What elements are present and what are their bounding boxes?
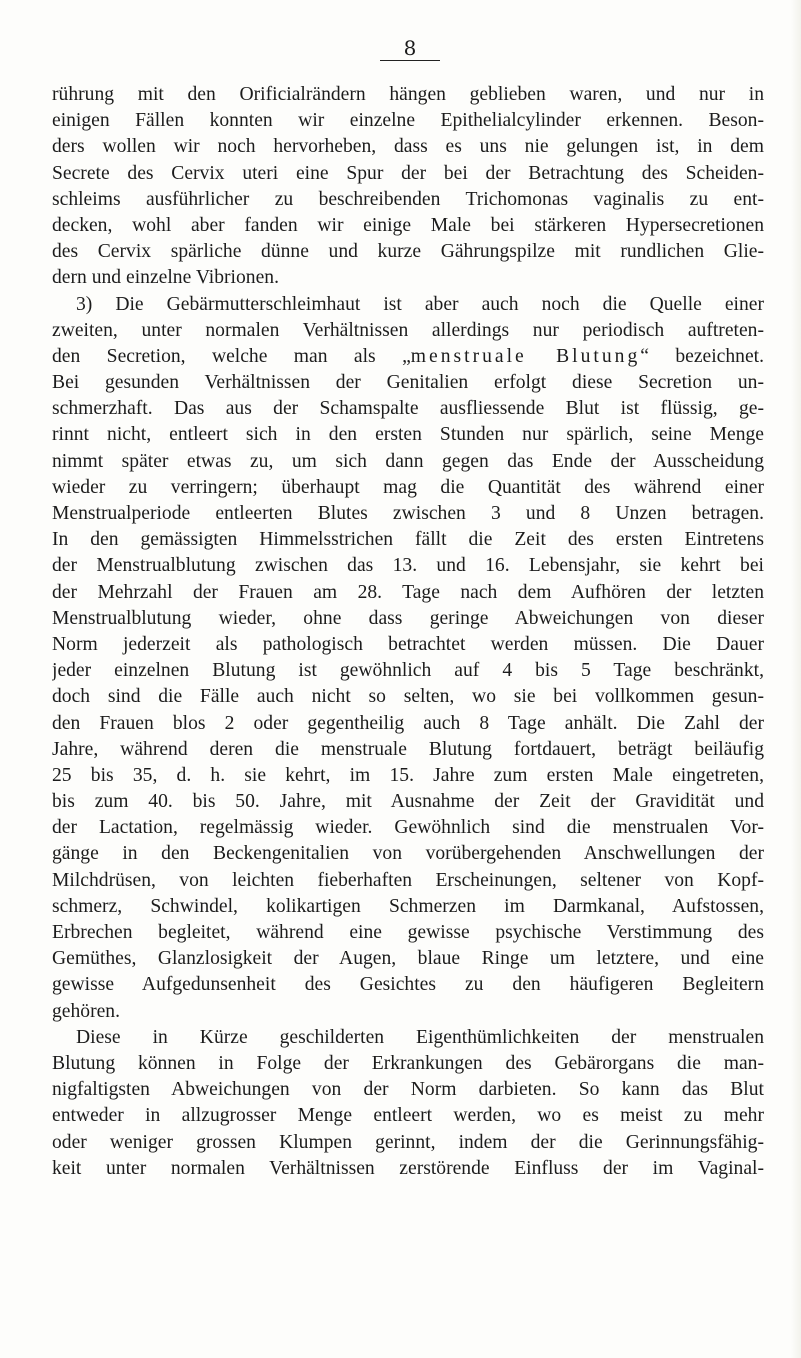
page-edge-shadow (791, 0, 801, 1358)
text-line: In den gemässigten Himmelsstrichen fällt die Zeit des ersten Eintretens (52, 529, 764, 551)
text-line: Blutung können in Folge der Erkrankungen des Gebärorgans die man- (52, 1052, 764, 1074)
text-line: nimmt später etwas zu, um sich dann gegen das Ende der Ausscheidung (52, 450, 764, 472)
text-line: Jahre, während deren die menstruale Blutung fortdauert, beträgt beiläufig (52, 738, 764, 760)
text-fragment: den Secretion, welche man als (52, 345, 403, 367)
text-line: Milchdrüsen, von leichten fieberhaften Erscheinungen, seltener von Kopf- (52, 869, 764, 891)
text-line: Menstrualperiode entleerten Blutes zwischen 3 und 8 Unzen betragen. (52, 503, 764, 524)
body-text (52, 82, 764, 1182)
text-line: rinnt nicht, entleert sich in den ersten Stunden nur spärlich, seine Menge (52, 424, 764, 446)
text-line: wieder zu verringern; überhaupt mag die Quantität des während einer (52, 476, 764, 498)
text-line: Gemüthes, Glanzlosigkeit der Augen, blaue Ringe um letztere, und eine (52, 948, 764, 970)
text-line: zweiten, unter normalen Verhältnissen allerdings nur periodisch auftreten- (52, 319, 764, 341)
text-line: Bei gesunden Verhältnissen der Genitalien erfolgt diese Secretion un- (52, 372, 764, 394)
text-line: des Cervix spärliche dünne und kurze Gährungspilze mit rundlichen Glie- (52, 241, 764, 263)
text-line: Menstrualblutung wieder, ohne dass geringe Abweichungen von dieser (52, 607, 764, 629)
text-line: decken, wohl aber fanden wir einige Male bei stärkeren Hypersecretionen (52, 214, 764, 236)
text-line: schmerzhaft. Das aus der Schamspalte ausfliessende Blut ist flüssig, ge- (52, 398, 764, 420)
text-line: der Menstrualblutung zwischen das 13. und 16. Lebensjahr, sie kehrt bei (52, 555, 764, 577)
text-line: Secrete des Cervix uteri eine Spur der bei der Betrachtung des Scheiden- (52, 162, 764, 184)
quote-close: “ (640, 345, 649, 367)
text-line: Diese in Kürze geschilderten Eigenthümlichkeiten der menstrualen (76, 1026, 764, 1048)
text-line: gänge in den Beckengenitalien von vorübergehenden Anschwellungen der (52, 843, 764, 865)
text-line: bis zum 40. bis 50. Jahre, mit Ausnahme der Zeit der Gravidität und (52, 791, 764, 813)
text-line: entweder in allzugrosser Menge entleert werden, wo es meist zu mehr (52, 1105, 764, 1127)
text-line: nigfaltigsten Abweichungen von der Norm darbieten. So kann das Blut (52, 1079, 764, 1101)
text-line: Erbrechen begleitet, während eine gewisse psychische Verstimmung des (52, 922, 764, 943)
text-line: Norm jederzeit als pathologisch betrachtet werden müssen. Die Dauer (52, 633, 764, 655)
text-line: dern und einzelne Vibrionen. (52, 267, 279, 289)
text-line: gehören. (52, 1000, 121, 1022)
text-line: der Lactation, regelmässig wieder. Gewöhnlich sind die menstrualen Vor- (52, 817, 764, 839)
text-line: jeder einzelnen Blutung ist gewöhnlich auf 4 bis 5 Tage beschränkt, (52, 660, 764, 682)
text-fragment: bezeichnet. (648, 345, 764, 367)
text-line: rührung mit den Orificialrändern hängen geblieben waren, und nur in (52, 84, 764, 105)
text-line: der Mehrzahl der Frauen am 28. Tage nach dem Aufhören der letzten (52, 581, 764, 603)
text-line: 3) Die Gebärmutterschleimhaut ist aber auch noch die Quelle einer (76, 293, 764, 315)
text-line-with-emphasis (52, 344, 764, 370)
text-line: oder weniger grossen Klumpen gerinnt, indem der die Gerinnungsfähig- (52, 1131, 764, 1153)
text-line: keit unter normalen Verhältnissen zerstörende Einfluss der im Vaginal- (52, 1157, 764, 1179)
text-line: doch sind die Fälle auch nicht so selten, wo sie bei vollkommen gesun- (52, 686, 764, 708)
text-line: schmerz, Schwindel, kolikartigen Schmerzen im Darmkanal, Aufstossen, (52, 895, 764, 917)
emphasized-term: menstruale Blutung (410, 345, 641, 367)
text-line: schleims ausführlicher zu beschreibenden Trichomonas vaginalis zu ent- (52, 188, 764, 210)
page-number: 8 (380, 36, 440, 61)
text-line: den Frauen blos 2 oder gegentheilig auch 8 Tage anhält. Die Zahl der (52, 712, 764, 734)
text-line: einigen Fällen konnten wir einzelne Epithelialcylinder erkennen. Beson- (52, 110, 764, 132)
text-line: 25 bis 35, d. h. sie kehrt, im 15. Jahre zum ersten Male eingetreten, (52, 764, 764, 786)
text-line: ders wollen wir noch hervorheben, dass es uns nie gelungen ist, in dem (52, 136, 764, 158)
quote-open: „ (402, 345, 411, 367)
text-line: gewisse Aufgedunsenheit des Gesichtes zu den häufigeren Begleitern (52, 974, 764, 996)
